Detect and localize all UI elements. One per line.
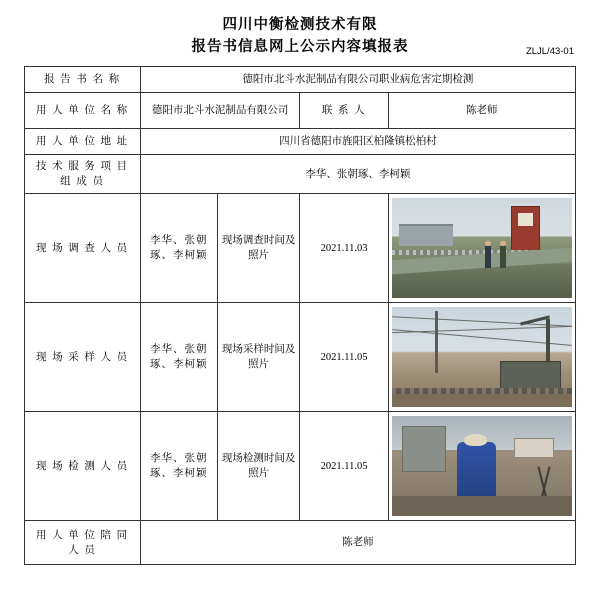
detection-desc: 现场检测时间及照片	[217, 412, 300, 521]
contact-label: 联 系 人	[300, 93, 388, 129]
document-title-block	[24, 14, 576, 58]
ground-shape	[392, 394, 572, 407]
power-line-shape	[392, 329, 572, 346]
accompany-label	[25, 521, 141, 565]
table-row-employer-name	[25, 93, 576, 129]
tech-team-label-line1: 技 术 服 务 项 目	[36, 161, 129, 172]
table-row-tech-team	[25, 155, 576, 194]
sampling-photo	[392, 307, 572, 407]
sampling-photo-cell	[388, 303, 575, 412]
document-code: ZLJL/43-01	[525, 46, 574, 57]
detection-date: 2021.11.05	[300, 412, 388, 521]
sampling-desc: 现场采样时间及照片	[217, 303, 300, 412]
person-shape	[500, 246, 506, 268]
table-row	[25, 303, 576, 412]
table-row-accompany	[25, 521, 576, 565]
title-line-2: 报告书信息网上公示内容填报表	[191, 39, 409, 55]
detection-staff-label: 现 场 检 测 人 员	[25, 412, 141, 521]
public-disclosure-table	[24, 66, 576, 565]
structure-shape	[402, 426, 445, 472]
building-shape	[399, 224, 453, 246]
survey-staff-label: 现 场 调 查 人 员	[25, 194, 141, 303]
ground-shape	[392, 496, 572, 516]
sampling-staff-label: 现 场 采 样 人 员	[25, 303, 141, 412]
person-shape	[485, 246, 491, 268]
table-row-report-name	[25, 67, 576, 93]
contact-value: 陈老师	[388, 93, 575, 129]
accompany-label-line1: 用 人 单 位 陪 同	[36, 529, 129, 541]
employer-name-value: 德阳市北斗水泥制品有限公司	[140, 93, 300, 129]
instrument-shape	[514, 438, 554, 458]
table-row	[25, 412, 576, 521]
machinery-shape	[500, 361, 561, 391]
survey-desc: 现场调查时间及照片	[217, 194, 300, 303]
employer-name-label: 用 人 单 位 名 称	[25, 93, 141, 129]
accompany-label-line2: 人 员	[68, 544, 97, 556]
report-name-label: 报 告 书 名 称	[25, 67, 141, 93]
tech-team-label	[25, 155, 141, 194]
accompany-value: 陈老师	[140, 521, 575, 565]
detection-photo	[392, 416, 572, 516]
tech-team-value: 李华、张朝琢、李柯颖	[140, 155, 575, 194]
site-survey-photo	[392, 198, 572, 298]
report-name-value: 德阳市北斗水泥制品有限公司职业病危害定期检测	[140, 67, 575, 93]
table-row-employer-address	[25, 129, 576, 155]
employer-address-value: 四川省德阳市旌阳区柏隆镇松柏村	[140, 129, 575, 155]
title-line-1: 四川中衡检测技术有限	[222, 17, 378, 33]
tech-team-label-line2: 组 成 员	[60, 176, 105, 187]
detection-staff-members: 李华、张朝琢、李柯颖	[140, 412, 217, 521]
tower-shape	[511, 206, 540, 252]
sampling-staff-members: 李华、张朝琢、李柯颖	[140, 303, 217, 412]
table-row	[25, 194, 576, 303]
detection-photo-cell	[388, 412, 575, 521]
utility-pole-shape	[435, 311, 438, 373]
survey-staff-members: 李华、张朝琢、李柯颖	[140, 194, 217, 303]
survey-date: 2021.11.03	[300, 194, 388, 303]
employer-address-label: 用 人 单 位 地 址	[25, 129, 141, 155]
helmet-shape	[464, 434, 487, 446]
sampling-date: 2021.11.05	[300, 303, 388, 412]
survey-photo-cell	[388, 194, 575, 303]
